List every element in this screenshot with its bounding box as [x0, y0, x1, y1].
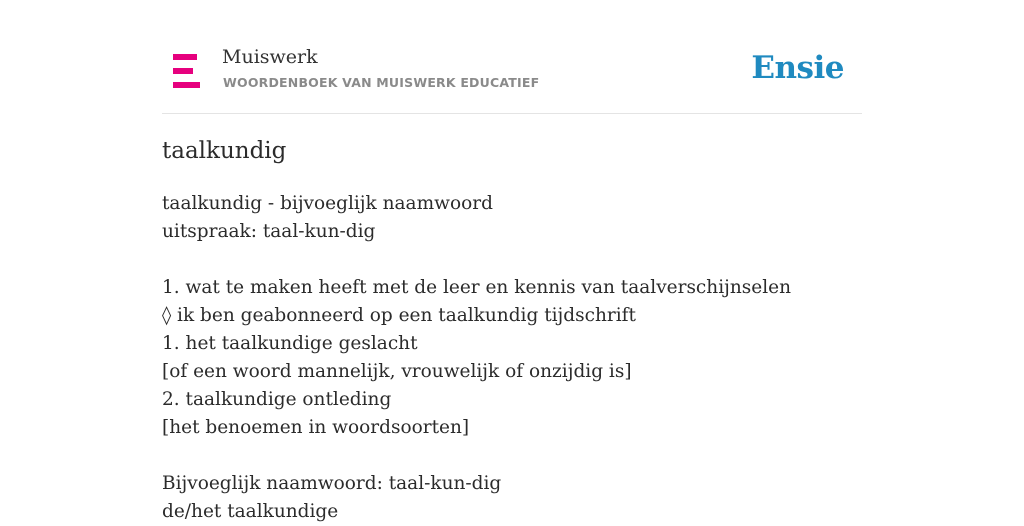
definition-line: [het benoemen in woordsoorten] — [162, 417, 470, 438]
definition-line: ◊ ik ben geabonneerd op een taalkundig tijdschrift — [162, 305, 636, 326]
ensie-logo-link[interactable]: Ensie — [751, 50, 844, 86]
definition-line: taalkundig - bijvoeglijk naamwoord — [162, 193, 493, 214]
definition-line: uitspraak: taal-kun-dig — [162, 221, 376, 242]
site-header — [162, 0, 862, 114]
definition-line: de/het taalkundige — [162, 501, 339, 522]
entry-definition — [162, 190, 862, 526]
definition-line: 1. wat te maken heeft met de leer en kennis van taalverschijnselen — [162, 277, 791, 298]
definition-line: Bijvoeglijk naamwoord: taal-kun-dig — [162, 473, 502, 494]
brand-name[interactable]: Muiswerk — [222, 46, 318, 68]
definition-line: [of een woord mannelijk, vrouwelijk of onzijdig is] — [162, 361, 632, 382]
definition-line: 1. het taalkundige geslacht — [162, 333, 418, 354]
brand-tagline: WOORDENBOEK VAN MUISWERK EDUCATIEF — [223, 75, 540, 90]
definition-line — [162, 442, 862, 470]
muiswerk-logo-icon[interactable] — [173, 54, 200, 88]
definition-line — [162, 246, 862, 274]
entry-title: taalkundig — [162, 138, 287, 164]
definition-line: 2. taalkundige ontleding — [162, 389, 392, 410]
page-container — [162, 0, 862, 522]
